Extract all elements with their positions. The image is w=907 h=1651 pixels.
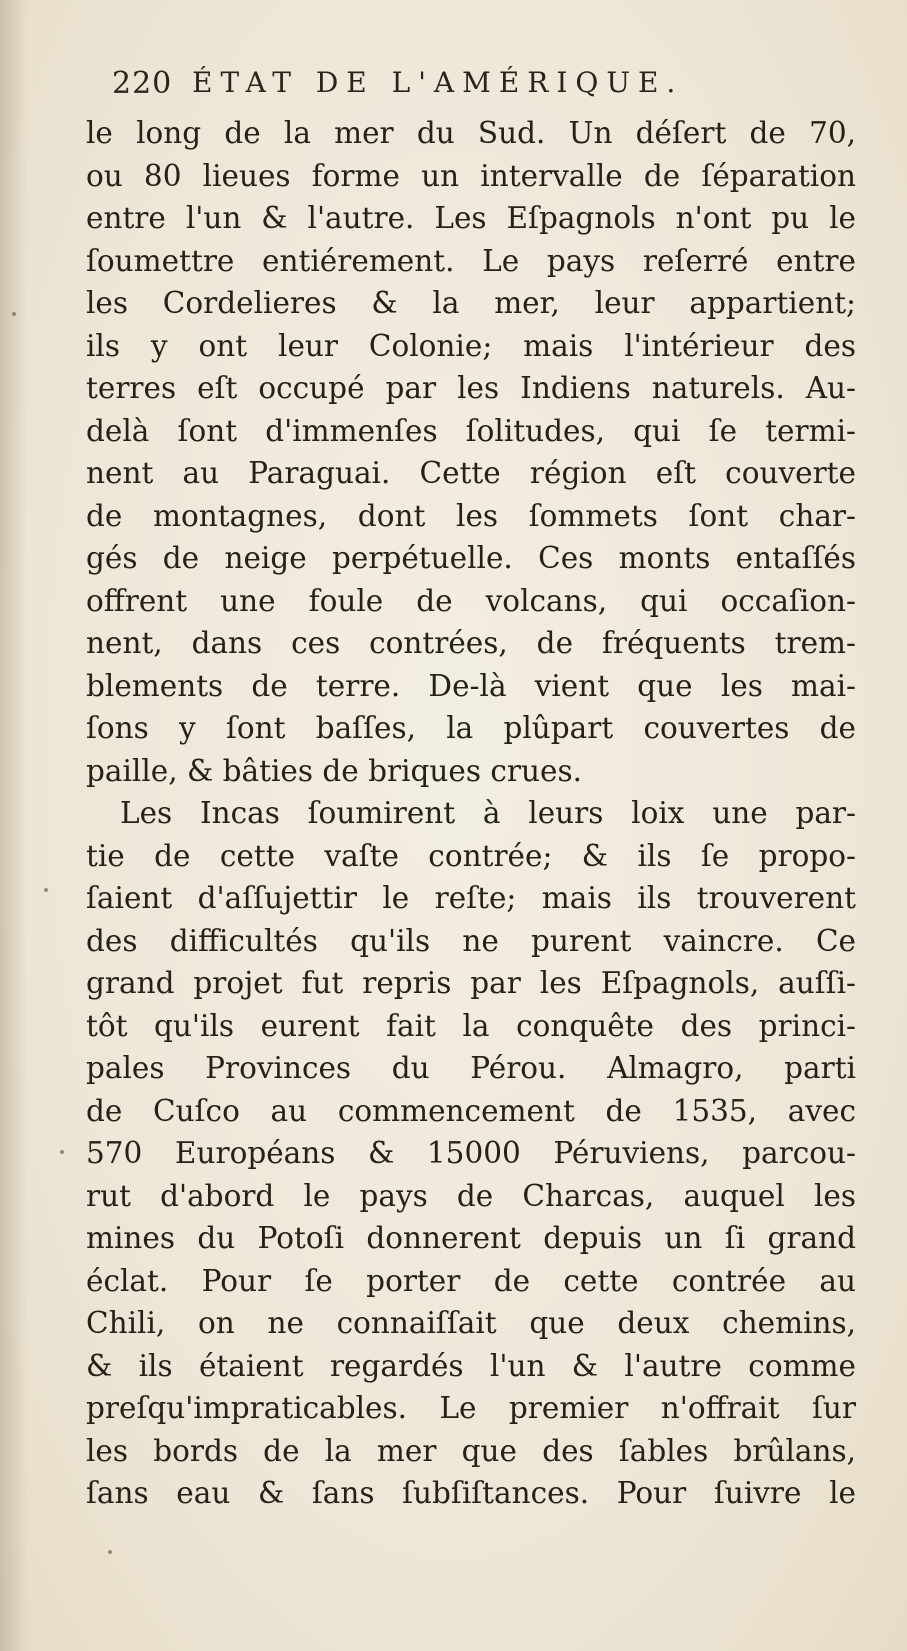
text-line: éclat. Pour ſe porter de cette contrée au (86, 1263, 856, 1298)
text-line: paille, & bâties de briques crues. (86, 753, 582, 788)
text-line: le long de la mer du Sud. Un déſert de 70, (86, 116, 856, 150)
paper-speck (12, 312, 16, 316)
text-line: grand projet fut repris par les Eſpagnols, auſſi- (86, 966, 856, 1000)
text-line: de Cuſco au commencement de 1535, avec (86, 1093, 856, 1128)
text-line: ſoumettre entiérement. Le pays reſerré entre (86, 243, 856, 278)
text-line: des difficultés qu'ils ne purent vaincre. Ce (86, 923, 856, 958)
running-head (112, 66, 812, 110)
text-line: offrent une foule de volcans, qui occaſion- (86, 583, 856, 618)
paper-speck (108, 1550, 112, 1554)
text-line: delà ſont d'immenſes ſolitudes, qui ſe termi- (86, 413, 856, 448)
text-line: nent au Paraguai. Cette région eſt couverte (86, 456, 856, 490)
text-line: les Cordelieres & la mer, leur appartient; (86, 286, 856, 320)
page-number: 220 (112, 66, 173, 101)
text-line: ſons y ſont baſſes, la plûpart couvertes de (86, 711, 856, 745)
text-line: de montagnes, dont les ſommets ſont char- (86, 498, 856, 533)
text-line: terres eſt occupé par les Indiens naturels. Au- (86, 371, 856, 405)
paragraph-2 (86, 792, 856, 1515)
text-line: ou 80 lieues forme un intervalle de ſéparation (86, 158, 856, 193)
paper-speck (60, 1150, 64, 1154)
text-line: entre l'un & l'autre. Les Eſpagnols n'ont pu le (86, 201, 856, 235)
text-line: rut d'abord le pays de Charcas, auquel les (86, 1178, 856, 1213)
body-text (86, 112, 856, 1515)
paper-speck (44, 888, 48, 892)
paragraph-1 (86, 112, 856, 792)
text-line: ils y ont leur Colonie; mais l'intérieur des (86, 328, 856, 363)
text-line: 570 Européans & 15000 Péruviens, parcou- (86, 1136, 856, 1170)
text-line: les bords de la mer que des ſables brûlans, (86, 1433, 856, 1468)
running-title: ÉTAT DE L'AMÉRIQUE. (192, 66, 684, 99)
page-edge-shadow (0, 0, 28, 1651)
text-line: tie de cette vaſte contrée; & ils ſe propo- (86, 838, 856, 873)
text-line: ſaient d'aſſujettir le reſte; mais ils trouverent (86, 881, 856, 915)
text-line: Chili, on ne connaiſſait que deux chemins, (86, 1306, 856, 1340)
text-line: ſans eau & ſans ſubſiſtances. Pour ſuivre le (86, 1476, 856, 1510)
text-line: gés de neige perpétuelle. Ces monts entaſſés (86, 541, 856, 575)
text-line: nent, dans ces contrées, de fréquents trem- (86, 626, 856, 660)
text-line: & ils étaient regardés l'un & l'autre comme (86, 1348, 856, 1383)
text-line: Les Incas ſoumirent à leurs loix une par- (120, 796, 856, 830)
text-line: blements de terre. De-là vient que les mai- (86, 668, 856, 703)
text-line: pales Provinces du Pérou. Almagro, parti (86, 1051, 856, 1085)
text-line: mines du Potoſi donnerent depuis un ſi grand (86, 1221, 856, 1255)
text-line: tôt qu'ils eurent fait la conquête des princi- (86, 1008, 856, 1043)
text-line: preſqu'impraticables. Le premier n'offrait ſur (86, 1391, 856, 1425)
